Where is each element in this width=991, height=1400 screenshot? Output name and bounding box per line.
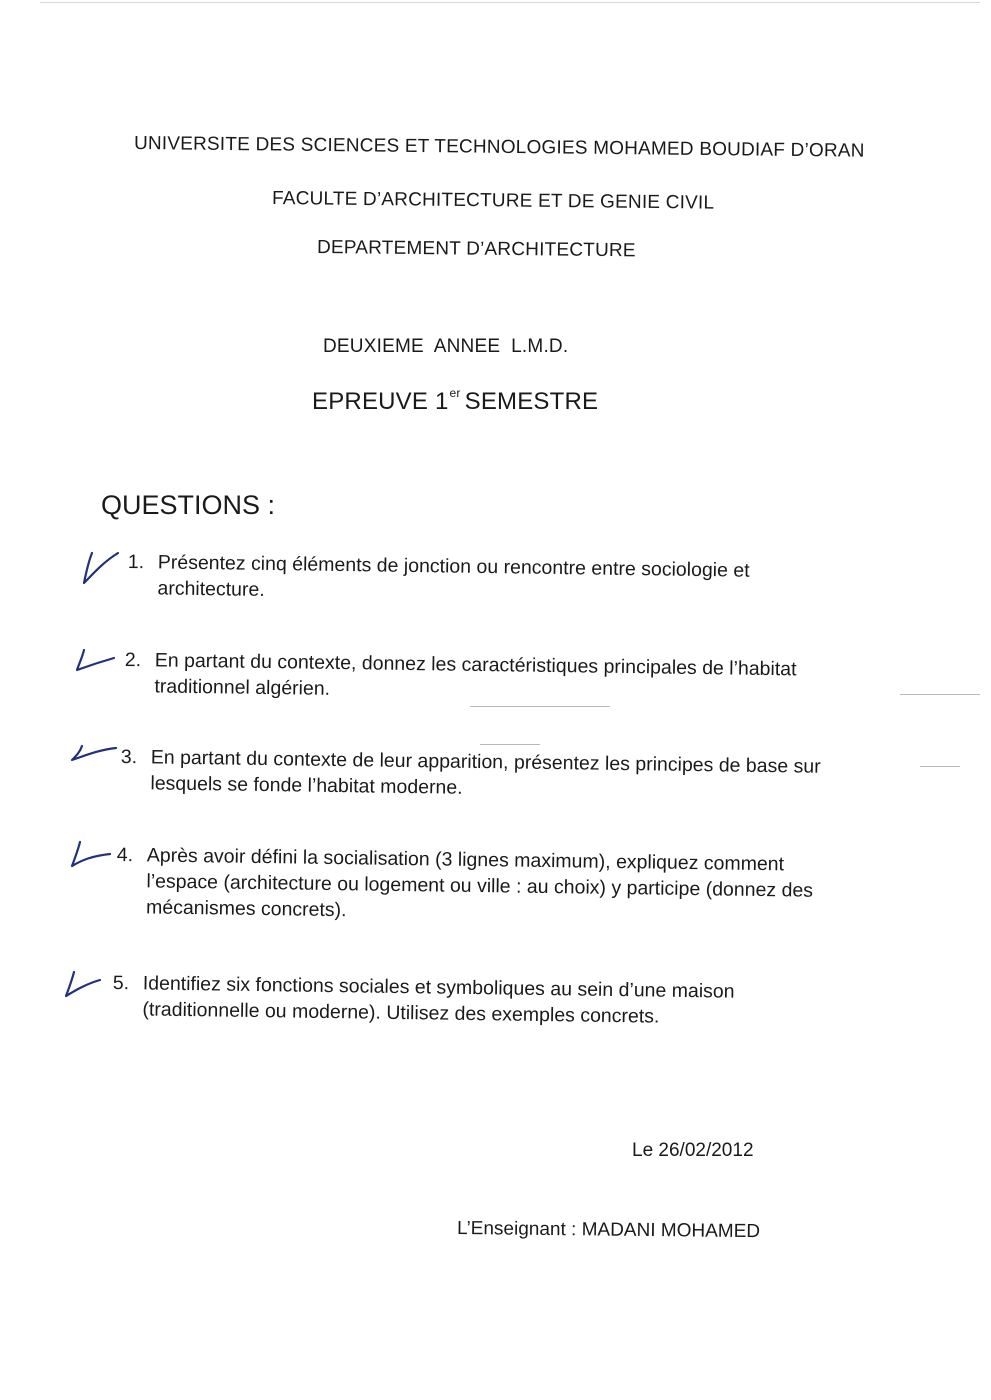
exam-title-sup: er xyxy=(449,386,461,400)
scan-artifact xyxy=(480,744,540,745)
question-number: 3. xyxy=(120,745,138,769)
question-number: 1. xyxy=(127,550,145,574)
check-mark-icon xyxy=(72,644,126,684)
check-mark-icon xyxy=(78,549,132,589)
check-mark-icon xyxy=(62,966,116,1006)
scan-artifact xyxy=(920,766,960,767)
exam-date: Le 26/02/2012 xyxy=(632,1140,754,1161)
question-text: En partant du contexte de leur apparition, présentez les principes de base sur lesquels se fonde l’habitat moderne. xyxy=(150,746,821,799)
faculty-name: FACULTE D’ARCHITECTURE ET DE GENIE CIVIL xyxy=(271,188,715,214)
check-mark-icon xyxy=(68,740,122,780)
question-text: Après avoir défini la socialisation (3 lignes maximum), expliquez comment l’espace (architecture ou logement ou ville : au choix) y participe (donnez des mécanismes concrets). xyxy=(145,844,814,922)
question-text: Présentez cinq éléments de jonction ou rencontre entre sociologie et architecture. xyxy=(157,551,750,601)
exam-title-suffix: SEMESTRE xyxy=(464,388,599,415)
university-name: UNIVERSITE DES SCIENCES ET TECHNOLOGIES MOHAMED BOUDIAF D’ORAN xyxy=(133,133,865,162)
exam-title xyxy=(312,386,598,416)
check-mark-icon xyxy=(66,836,120,876)
question-number: 2. xyxy=(124,648,142,672)
scan-artifact xyxy=(470,706,610,707)
exam-title-prefix: EPREUVE 1 xyxy=(312,388,449,415)
questions-heading: QUESTIONS : xyxy=(101,490,276,520)
scan-edge-line xyxy=(40,2,980,3)
question-number: 4. xyxy=(116,843,134,867)
scan-artifact xyxy=(900,694,980,695)
question-text: En partant du contexte, donnez les caractéristiques principales de l’habitat traditionnel algérien. xyxy=(154,649,797,700)
question-text: Identifiez six fonctions sociales et symboliques au sein d’une maison (traditionnelle ou moderne). Utilisez des exemples concrets. xyxy=(142,972,735,1028)
department-name: DEPARTEMENT D’ARCHITECTURE xyxy=(316,237,636,262)
exam-year: DEUXIEME ANNEE L.M.D. xyxy=(323,336,569,357)
question-number: 5. xyxy=(112,971,130,995)
teacher-signature-line: L’Enseignant : MADANI MOHAMED xyxy=(456,1218,761,1243)
